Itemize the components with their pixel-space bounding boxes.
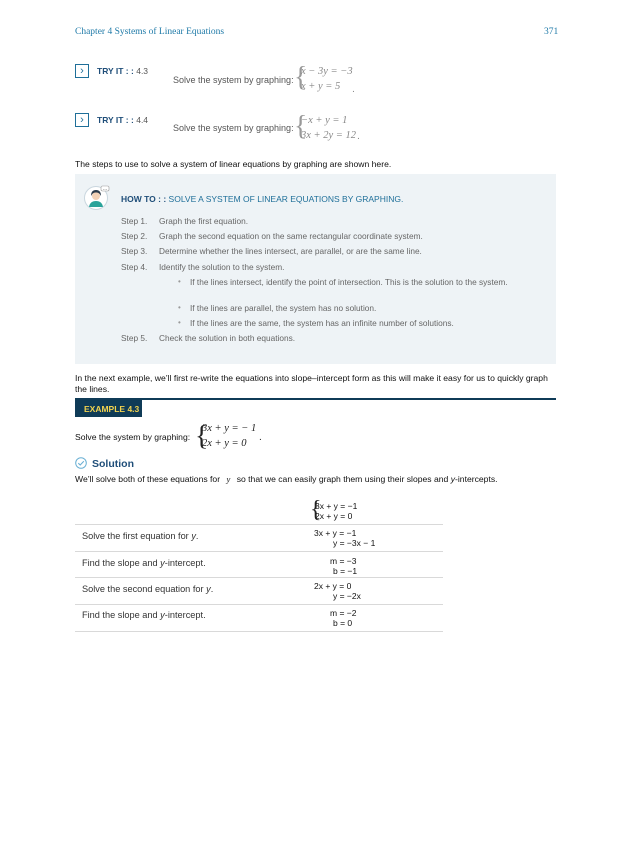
step-text: Graph the first equation. <box>159 216 249 226</box>
table-row-label <box>82 531 198 541</box>
try-it-number: 4.3 <box>136 66 149 76</box>
row-text-c: -intercept. <box>164 610 206 620</box>
try-it-number: 4.4 <box>136 115 149 125</box>
table-rule <box>75 551 443 552</box>
step-text: Determine whether the lines intersect, are parallel, or are the same line. <box>159 246 422 256</box>
row-math-1: m = −3 <box>330 556 357 566</box>
example-period: . <box>259 432 262 443</box>
try-it-chevron-icon[interactable]: › <box>75 113 89 127</box>
row-math-1: 3x + y = −1 <box>314 528 357 538</box>
solution-title: Solution <box>92 458 134 470</box>
step-text: Identify the solution to the system. <box>159 262 285 272</box>
row-text-c: . <box>195 531 199 541</box>
bullet-dot: • <box>178 277 181 286</box>
bullet-text: If the lines intersect, identify the point of intersection. This is the solution to the system. <box>190 277 508 287</box>
row-text-a: Find the slope and <box>82 558 158 568</box>
bullet-text: If the lines are parallel, the system has no solution. <box>190 303 377 313</box>
system-eq1: −x + y = 1 <box>301 115 348 126</box>
step-label: Step 1. <box>121 216 148 226</box>
how-to-bold: HOW TO : : <box>121 194 167 204</box>
solution-intro-var: y <box>226 474 231 484</box>
step-label: Step 4. <box>121 262 148 272</box>
table-rule <box>75 631 443 632</box>
system-period: . <box>352 83 355 95</box>
solution-intro-d: -intercepts. <box>455 474 498 484</box>
solution-intro-var2: y <box>450 474 456 484</box>
solution-intro-a: We’ll solve both of these equations for <box>75 474 221 484</box>
try-it-prompt: Solve the system by graphing: <box>173 75 294 85</box>
row-text-a: Solve the first equation for <box>82 531 189 541</box>
step-label: Step 5. <box>121 333 148 343</box>
row-var: y <box>160 610 165 620</box>
try-it-label <box>97 115 148 125</box>
table-row-label <box>82 558 206 568</box>
intro-paragraph: The steps to use to solve a system of linear equations by graphing are shown here. <box>75 159 392 169</box>
row-text-c: . <box>210 584 214 594</box>
chapter-header: Chapter 4 Systems of Linear Equations <box>75 27 225 37</box>
system-eq2: 3x + 2y = 12 <box>301 130 356 141</box>
table-rule <box>75 577 443 578</box>
example-label: EXAMPLE 4.3 <box>75 400 142 417</box>
row-math-2: y = −3x − 1 <box>333 538 376 548</box>
try-it-bold: TRY IT : : <box>97 66 134 76</box>
row-math-1: 2x + y = 0 <box>314 581 352 591</box>
svg-text:…: … <box>102 186 108 192</box>
solution-intro-b: so that we can easily graph them using their slopes and <box>236 474 449 484</box>
row-var: y <box>160 558 165 568</box>
table-rule <box>75 604 443 605</box>
solution-intro <box>75 474 498 485</box>
system-brace: { <box>294 111 308 142</box>
step-label: Step 3. <box>121 246 148 256</box>
row-math-1: m = −2 <box>330 608 357 618</box>
table-system-eq1: 3x + y = −1 <box>315 501 358 511</box>
bullet-dot: • <box>178 303 181 312</box>
table-rule <box>75 524 443 525</box>
system-brace: { <box>294 62 308 93</box>
example-eq2: 2x + y = 0 <box>202 438 247 449</box>
system-period: . <box>357 130 360 142</box>
try-it-chevron-icon[interactable]: › <box>75 64 89 78</box>
row-math-2: b = −1 <box>333 566 358 576</box>
try-it-label <box>97 66 148 76</box>
example-prompt: Solve the system by graphing: <box>75 432 191 442</box>
table-row-label <box>82 610 206 620</box>
check-circle-icon <box>75 456 87 468</box>
try-it-prompt: Solve the system by graphing: <box>173 123 294 133</box>
step-text: Graph the second equation on the same rectangular coordinate system. <box>159 231 423 241</box>
how-to-title <box>121 194 403 204</box>
system-eq2: x + y = 5 <box>301 81 341 92</box>
example-eq1: 3x + y = − 1 <box>202 423 257 434</box>
how-to-heading: SOLVE A SYSTEM OF LINEAR EQUATIONS BY GRAPHING. <box>168 194 404 204</box>
bullet-dot: • <box>178 318 181 327</box>
row-math-2: b = 0 <box>333 618 353 628</box>
row-text-c: -intercept. <box>164 558 206 568</box>
example-rule <box>75 398 556 400</box>
system-brace: { <box>195 421 209 452</box>
system-brace: { <box>310 497 322 523</box>
page-number: 371 <box>544 27 559 37</box>
bullet-text: If the lines are the same, the system has an infinite number of solutions. <box>190 318 454 328</box>
step-text: Check the solution in both equations. <box>159 333 296 343</box>
person-avatar-icon <box>84 185 110 211</box>
next-paragraph: In the next example, we’ll first re-write the equations into slope–intercept form as this will make it easy for us to quickly graph the lines. <box>75 373 548 394</box>
table-system-eq2: 2x + y = 0 <box>315 511 353 521</box>
system-eq1: x − 3y = −3 <box>301 66 353 77</box>
try-it-bold: TRY IT : : <box>97 115 134 125</box>
row-var: y <box>191 531 196 541</box>
row-text-a: Solve the second equation for <box>82 584 204 594</box>
step-label: Step 2. <box>121 231 148 241</box>
row-text-a: Find the slope and <box>82 610 158 620</box>
row-math-2: y = −2x <box>333 591 361 601</box>
row-var: y <box>206 584 211 594</box>
table-row-label <box>82 584 213 594</box>
